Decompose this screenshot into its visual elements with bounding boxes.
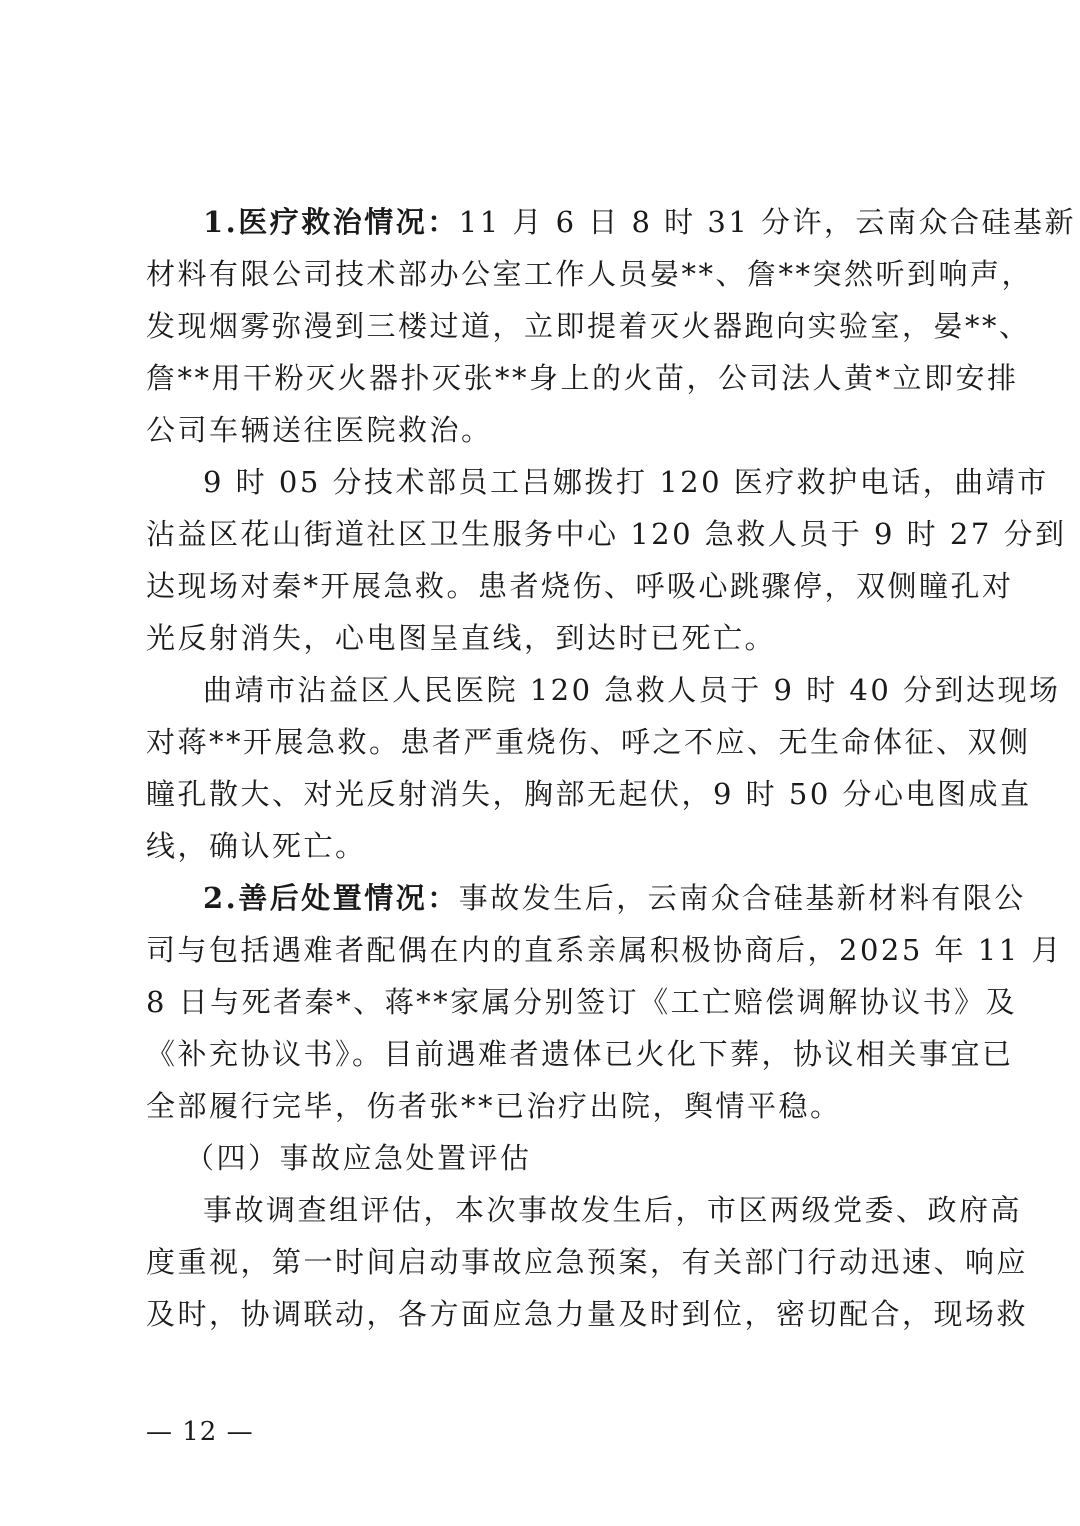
paragraph-line: 事故调查组评估，本次事故发生后，市区两级党委、政府高 <box>203 1193 1023 1227</box>
paragraph-line: 对蒋**开展急救。患者严重烧伤、呼之不应、无生命体征、双侧 <box>146 725 1031 759</box>
paragraph-line: 沾益区花山街道社区卫生服务中心 120 急救人员于 9 时 27 分到 <box>146 517 1067 551</box>
page-number: — 12 — <box>146 1417 254 1447</box>
paragraph-line: 光反射消失，心电图呈直线，到达时已死亡。 <box>146 621 777 655</box>
subsection-heading: （四）事故应急处置评估 <box>185 1141 532 1175</box>
paragraph-line: 瞳孔散大、对光反射消失，胸部无起伏，9 时 50 分心电图成直 <box>146 777 1032 811</box>
paragraph-line: 8 日与死者秦*、蒋**家属分别签订《工亡赔偿调解协议书》及 <box>146 985 1018 1019</box>
paragraph-line: 全部履行完毕，伤者张**已治疗出院，舆情平稳。 <box>146 1089 842 1123</box>
paragraph-line: 詹**用干粉灭火器扑灭张**身上的火苗，公司法人黄*立即安排 <box>146 361 1019 395</box>
paragraph-line: 及时，协调联动，各方面应急力量及时到位，密切配合，现场救 <box>146 1297 1029 1331</box>
paragraph-line: 线，确认死亡。 <box>146 829 367 863</box>
paragraph-line: 度重视，第一时间启动事故应急预案，有关部门行动迅速、响应 <box>146 1245 1029 1279</box>
paragraph-line: 材料有限公司技术部办公室工作人员晏**、詹**突然听到响声， <box>146 257 1034 291</box>
section-heading: 2.善后处置情况： <box>203 881 459 915</box>
line-text: 事故发生后，云南众合硅基新材料有限公 <box>458 881 1026 915</box>
paragraph-line <box>203 874 1026 922</box>
paragraph-line: 发现烟雾弥漫到三楼过道，立即提着灭火器跑向实验室，晏**、 <box>146 309 1031 343</box>
paragraph-line: 司与包括遇难者配偶在内的直系亲属积极协商后，2025 年 11 月 <box>146 933 1063 967</box>
paragraph-line <box>203 198 1077 246</box>
paragraph-line: 曲靖市沾益区人民医院 120 急救人员于 9 时 40 分到达现场 <box>203 673 1061 707</box>
paragraph-line: 《补充协议书》。目前遇难者遗体已火化下葬，协议相关事宜已 <box>146 1037 1014 1071</box>
paragraph-line: 公司车辆送往医院救治。 <box>146 413 493 447</box>
line-text: 11 月 6 日 8 时 31 分许，云南众合硅基新 <box>458 205 1077 239</box>
section-heading: 1.医疗救治情况： <box>203 205 459 239</box>
paragraph-line: 9 时 05 分技术部员工吕娜拨打 120 医疗救护电话，曲靖市 <box>203 465 1049 499</box>
paragraph-line: 达现场对秦*开展急救。患者烧伤、呼吸心跳骤停，双侧瞳孔对 <box>146 569 1014 603</box>
